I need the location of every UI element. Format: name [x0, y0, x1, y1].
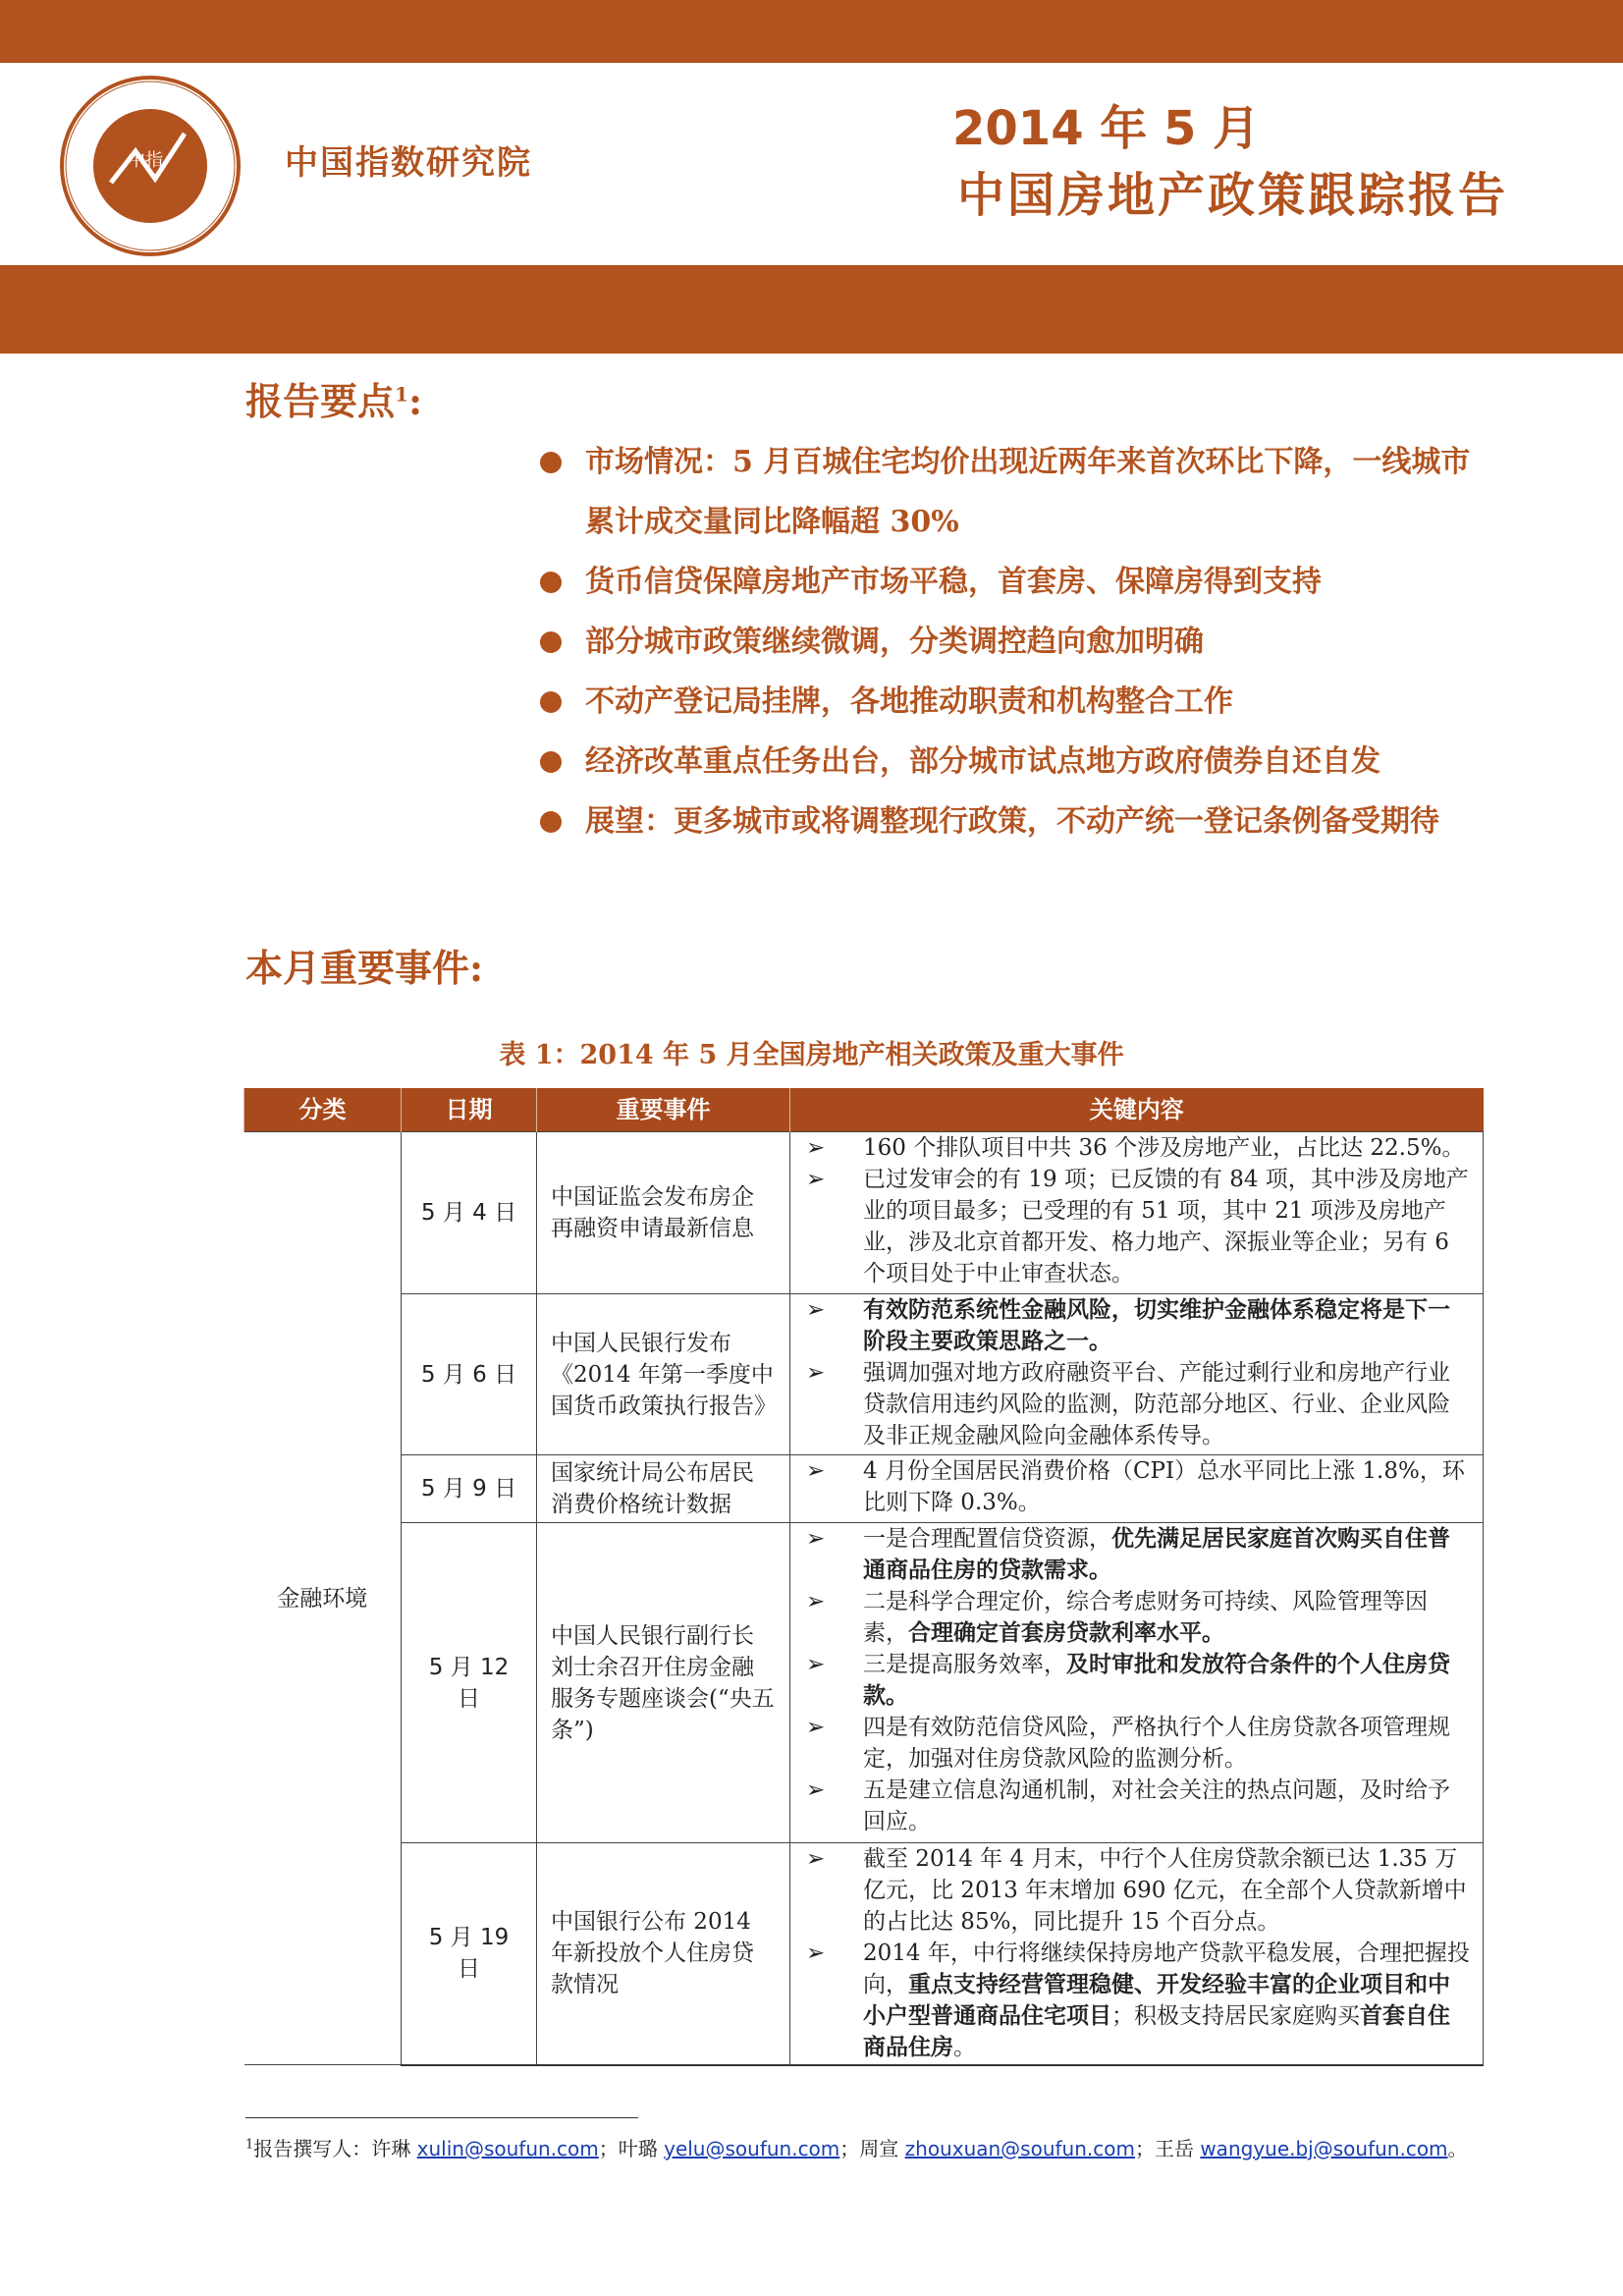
date-cell: 5 月 6 日: [402, 1294, 537, 1455]
table-header-row: [244, 1088, 1484, 1132]
table-row: [244, 1294, 1484, 1455]
email-link-yelu[interactable]: yelu@soufun.com: [664, 2137, 840, 2160]
content-cell: [790, 1455, 1484, 1523]
org-name: 中国指数研究院: [285, 143, 532, 183]
table-row: [244, 1132, 1484, 1294]
events-table: [243, 1088, 1484, 2066]
table-row: [244, 1843, 1484, 2065]
column-header-event: 重要事件: [537, 1088, 790, 1132]
content-bullet: ➢ 截至 2014 年 4 月末，中行个人住房贷款余额已达 1.35 万亿元，比 2013 年末增加 690 亿元，在全部个人贷款新增中的占比达 85%，同比提升 15 个百分点。: [804, 1843, 1471, 1938]
table-row: [244, 1455, 1484, 1523]
content-bullet: ➢ 2014 年，中行将继续保持房地产贷款平稳发展，合理把握投向，重点支持经营管理稳健、开发经验丰富的企业项目和中小户型普通商品住宅项目；积极支持居民家庭购买首套自住商品住房。: [804, 1938, 1471, 2063]
bullet-icon: [540, 572, 562, 593]
header-band-top: [0, 0, 1623, 63]
content-bullet: ➢ 一是合理配置信贷资源，优先满足居民家庭首次购买自住普通商品住房的贷款需求。: [804, 1523, 1471, 1586]
bullet-icon: [540, 631, 562, 653]
event-cell: 中国人民银行发布《2014 年第一季度中国货币政策执行报告》: [537, 1294, 790, 1455]
report-date: 2014 年 5 月: [952, 101, 1261, 156]
bullet-icon: [540, 811, 562, 833]
summary-point: 部分城市政策继续微调，分类调控趋向愈加明确: [540, 612, 1483, 672]
content-bullet: ➢ 五是建立信息沟通机制，对社会关注的热点问题，及时给予回应。: [804, 1775, 1471, 1837]
footnote-rule: [245, 2117, 638, 2118]
content-bullet: ➢ 4 月份全国居民消费价格（CPI）总水平同比上涨 1.8%，环比则下降 0.3%。: [804, 1455, 1471, 1518]
content-cell: [790, 1132, 1484, 1294]
summary-point: 不动产登记局挂牌，各地推动职责和机构整合工作: [540, 672, 1483, 732]
content-cell: [790, 1843, 1484, 2065]
date-cell: 5 月 12 日: [402, 1523, 537, 1843]
content-bullet: ➢ 二是科学合理定价，综合考虑财务可持续、风险管理等因素，合理确定首套房贷款利率水平。: [804, 1586, 1471, 1649]
column-header-category: 分类: [244, 1088, 402, 1132]
content-bullet: ➢ 有效防范系统性金融风险，切实维护金融体系稳定将是下一阶段主要政策思路之一。: [804, 1294, 1471, 1357]
content-bullet: ➢ 160 个排队项目中共 36 个涉及房地产业，占比达 22.5%。: [804, 1132, 1471, 1164]
event-cell: 国家统计局公布居民消费价格统计数据: [537, 1455, 790, 1523]
summary-point: 货币信贷保障房地产市场平稳，首套房、保障房得到支持: [540, 552, 1483, 612]
content-bullet: ➢ 已过发审会的有 19 项；已反馈的有 84 项，其中涉及房地产业的项目最多；已受理的有 51 项，其中 21 项涉及房地产业，涉及北京首都开发、格力地产、深振业等企业；另有 6 个项目处于中止审查状态。: [804, 1164, 1471, 1289]
content-bullet: ➢ 强调加强对地方政府融资平台、产能过剩行业和房地产行业贷款信用违约风险的监测，防范部分地区、行业、企业风险及非正规金融风险向金融体系传导。: [804, 1357, 1471, 1451]
svg-text:中指: 中指: [128, 150, 163, 171]
email-link-zhouxuan[interactable]: zhouxuan@soufun.com: [904, 2137, 1135, 2160]
events-heading: 本月重要事件:: [245, 946, 484, 990]
bullet-icon: [540, 452, 562, 473]
column-header-content: 关键内容: [790, 1088, 1484, 1132]
bullet-icon: [540, 751, 562, 773]
date-cell: 5 月 9 日: [402, 1455, 537, 1523]
footnote: $^1$报告撰写人：许琳 xulin@soufun.com；叶璐 yelu@soufun.com；周宣 zhouxuan@soufun.com；王岳 wangyue.bj@soufun.com。: [245, 2137, 1468, 2160]
column-header-date: 日期: [402, 1088, 537, 1132]
event-cell: 中国银行公布 2014 年新投放个人住房贷款情况: [537, 1843, 790, 2065]
bullet-icon: [540, 691, 562, 713]
summary-points: [540, 432, 1483, 851]
summary-point: 经济改革重点任务出台，部分城市试点地方政府债券自还自发: [540, 732, 1483, 792]
content-bullet: ➢ 四是有效防范信贷风险，严格执行个人住房贷款各项管理规定，加强对住房贷款风险的监测分析。: [804, 1712, 1471, 1775]
event-cell: 中国证监会发布房企再融资申请最新信息: [537, 1132, 790, 1294]
date-cell: 5 月 19 日: [402, 1843, 537, 2065]
event-cell: 中国人民银行副行长刘士余召开住房金融服务专题座谈会(“央五条”): [537, 1523, 790, 1843]
table-row: [244, 1523, 1484, 1843]
content-cell: [790, 1294, 1484, 1455]
summary-point: 展望：更多城市或将调整现行政策，不动产统一登记条例备受期待: [540, 792, 1483, 851]
content-bullet: ➢ 三是提高服务效率，及时审批和发放符合条件的个人住房贷款。: [804, 1649, 1471, 1712]
header-band-bottom: [0, 265, 1623, 354]
content-cell: [790, 1523, 1484, 1843]
email-link-xulin[interactable]: xulin@soufun.com: [416, 2137, 599, 2160]
table-caption: 表 1：2014 年 5 月全国房地产相关政策及重大事件: [499, 1040, 1124, 1070]
china-index-academy-logo: [57, 73, 243, 259]
date-cell: 5 月 4 日: [402, 1132, 537, 1294]
email-link-wangyue[interactable]: wangyue.bj@soufun.com: [1200, 2137, 1448, 2160]
summary-point: 市场情况：5 月百城住宅均价出现近两年来首次环比下降，一线城市累计成交量同比降幅超 30%: [540, 432, 1483, 552]
category-cell: 金融环境: [244, 1132, 402, 2065]
summary-heading: 报告要点$^1$:: [245, 379, 422, 423]
report-title: 中国房地产政策跟踪报告: [957, 168, 1509, 223]
